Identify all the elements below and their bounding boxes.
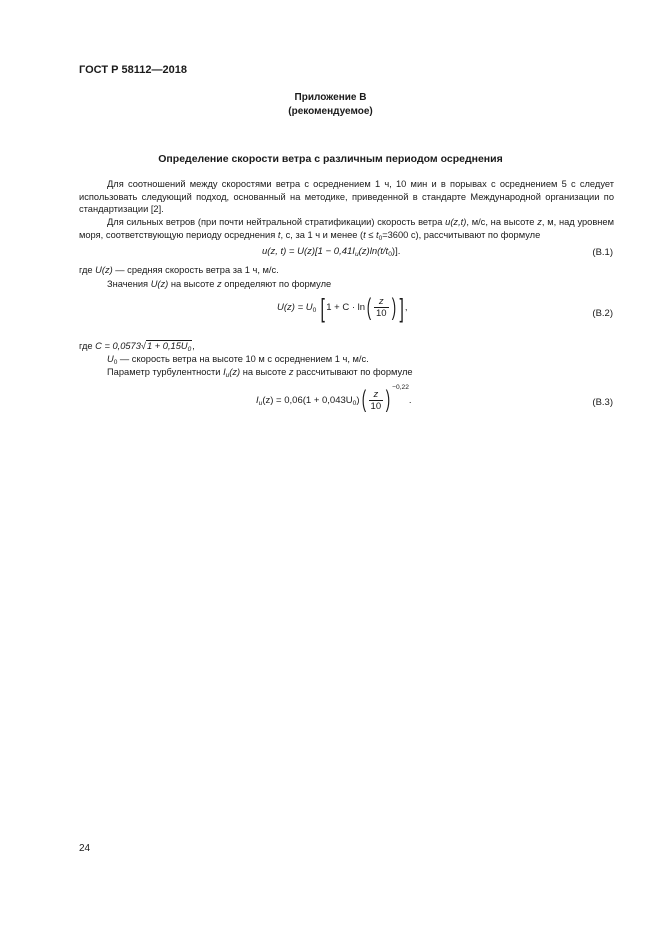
equation-number-b3: (B.3)	[592, 397, 613, 408]
document-header: ГОСТ Р 58112—2018	[79, 64, 187, 76]
where-u: где U(z) — средняя скорость ветра за 1 ч, м/с.	[79, 265, 279, 275]
turbulence-line: Параметр турбулентности $I_u(z)$ на высоте z рассчитывают по формуле	[107, 367, 413, 379]
paragraph-1: Для соотношений между скоростями ветра с осреднением 1 ч, 10 мин и в порывах с осреднением 5 с следует использовать следующий подход, основанный на методике, приведенной в стандарте Международной организации по стандартизации [2].	[79, 179, 614, 215]
page-number: 24	[79, 843, 91, 854]
annex-block	[0, 91, 661, 119]
values-line: Значения U(z) на высоте z определяют по формуле	[107, 279, 332, 289]
equation-b2: $U(z) = U_0$ [1 + C · ln( $\frac{z}{10}$ ) ],	[277, 292, 408, 323]
equation-b1: u(z, $t) = U(z)[1 - 0,41I_u(z)\ln(t/t_0)]$.	[262, 246, 401, 258]
equation-b3: $I_u(z) = 0,06(1 + 0,043U_0)$( $\frac{z}{10}$ ) $^{-0,22}$.	[256, 384, 412, 414]
equation-number-b2: (B.2)	[592, 308, 613, 319]
annex-title: Приложение В	[294, 92, 367, 103]
annex-status: (рекомендуемое)	[288, 106, 373, 117]
section-heading: Определение скорости ветра с различным периодом осреднения	[158, 153, 503, 165]
u0-definition: $U_0$ — скорость ветра на высоте 10 м с осреднением 1 ч, м/с.	[107, 354, 369, 366]
paragraph-2: Для сильных ветров (при почти нейтральной стратификации) скорость ветра u(z,t), м/с, на высоте z, м, над уровнем моря, соответствующую периоду осреднения t, с, за 1 ч и менее ($t \le t_0=3600$ с), рассчитывают по формуле	[79, 217, 614, 242]
c-definition: где $C = 0,0573√1 + 0,15U_0$,	[79, 341, 195, 353]
equation-number-b1: (B.1)	[592, 247, 613, 258]
